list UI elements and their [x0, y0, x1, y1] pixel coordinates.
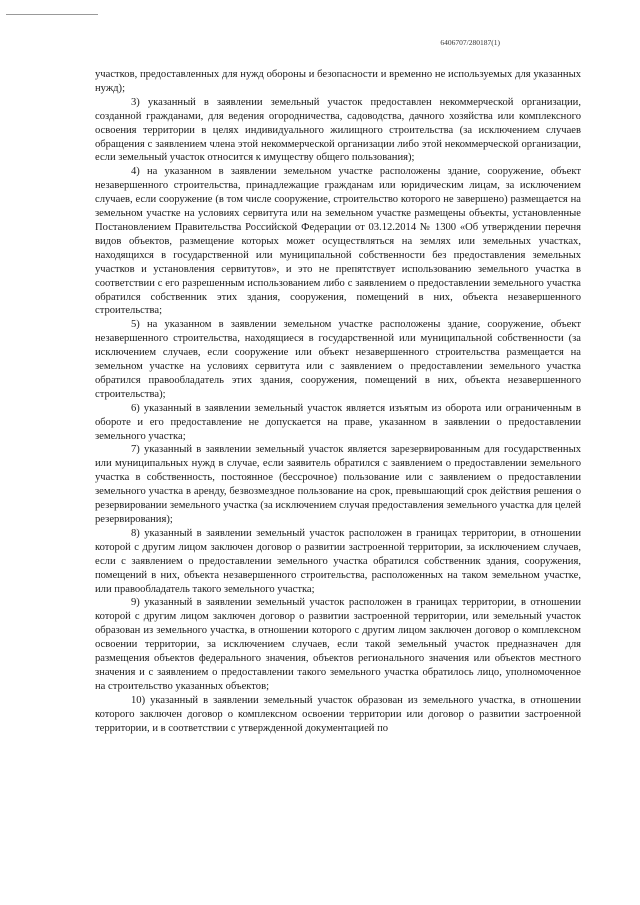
paragraph-item-9: 9) указанный в заявлении земельный участок расположен в границах территории, в отношении которой с другим лицом заключен договор о развитии застроенной территории, или земельный участок образован из земельного участка, в отношении которого с другим лицом заключен договор о комплексном освоении территории, за исключением случаев, если такой земельный участок предназначен для размещения объектов федерального значения, объектов регионального значения или объектов местного значения и с заявлением о предоставлении такого земельного участка обратилось лицо, уполномоченное на строительство указанных объектов;	[95, 597, 581, 692]
paragraph-item-5: 5) на указанном в заявлении земельном участке расположены здание, сооружение, объект незавершенного строительства, находящиеся в государственной или муниципальной собственности (за исключением случаев, если сооружение или объект незавершенного строительства размещается на земельном участке на условиях сервитута или с заявлением о предоставлении земельного участка обратился правообладатель этих здания, сооружения, помещений в них, объекта незавершенного строительства);	[95, 319, 581, 400]
paragraph-continuation: участков, предоставленных для нужд обороны и безопасности и временно не используемых для указанных нужд);	[95, 69, 581, 94]
document-number: 6406707/280187(1)	[440, 38, 500, 47]
paragraph-item-8: 8) указанный в заявлении земельный участок расположен в границах территории, в отношении которой с другим лицом заключен договор о развитии застроенной территории, за исключением случаев, если с заявлением о предоставлении земельного участка обратился собственник здания, сооружения, помещений в них, объекта незавершенного строительства, расположенных на таком земельном участке, или правообладатель такого земельного участка;	[95, 527, 581, 595]
paragraph-item-6: 6) указанный в заявлении земельный участок является изъятым из оборота или ограниченным в обороте и его предоставление не допускается на праве, указанном в заявлении о предоставлении земельного участка;	[95, 402, 581, 442]
paragraph-item-3: 3) указанный в заявлении земельный участок предоставлен некоммерческой организации, созданной гражданами, для ведения огородничества, садоводства, дачного хозяйства или комплексного освоения территории в целях индивидуального жилищного строительства (за исключением случаев обращения с заявлением члена этой некоммерческой организации либо этой некоммерческой организации, если земельный участок относится к имуществу общего пользования);	[95, 96, 581, 164]
paragraph-item-7: 7) указанный в заявлении земельный участок является зарезервированным для государственных или муниципальных нужд в случае, если заявитель обратился с заявлением о предоставлении земельного участка в собственность, постоянное (бессрочное) пользование или с заявлением о предоставлении земельного участка в аренду, безвозмездное пользование на срок, превышающий срок действия решения о резервировании земельного участка (за исключением случая предоставления земельного участка для целей резервирования);	[95, 444, 581, 525]
paragraph-item-10: 10) указанный в заявлении земельный участок образован из земельного участка, в отношении которого заключен договор о комплексном освоении территории или договор о развитии застроенной территории, и в соответствии с утвержденной документацией по	[95, 694, 581, 734]
document-body	[95, 68, 581, 736]
paragraph-item-4: 4) на указанном в заявлении земельном участке расположены здание, сооружение, объект незавершенного строительства, принадлежащие гражданам или юридическим лицам, за исключением случаев, если сооружение (в том числе сооружение, строительство которого не завершено) размещается на земельном участке на условиях сервитута или на земельном участке размещены объекты, установленные Постановлением Правительства Российской Федерации от 03.12.2014 № 1300 «Об утверждении перечня видов объектов, размещение которых может осуществляться на землях или земельных участках, находящихся в государственной или муниципальной собственности без предоставления земельных участков и установления сервитутов», и это не препятствует использованию земельного участка в соответствии с его разрешенным использованием либо с заявлением о предоставлении земельного участка обратился собственник этих здания, сооружения, помещений в них, объекта незавершенного строительства;	[95, 166, 581, 317]
top-edge-mark	[6, 14, 98, 15]
